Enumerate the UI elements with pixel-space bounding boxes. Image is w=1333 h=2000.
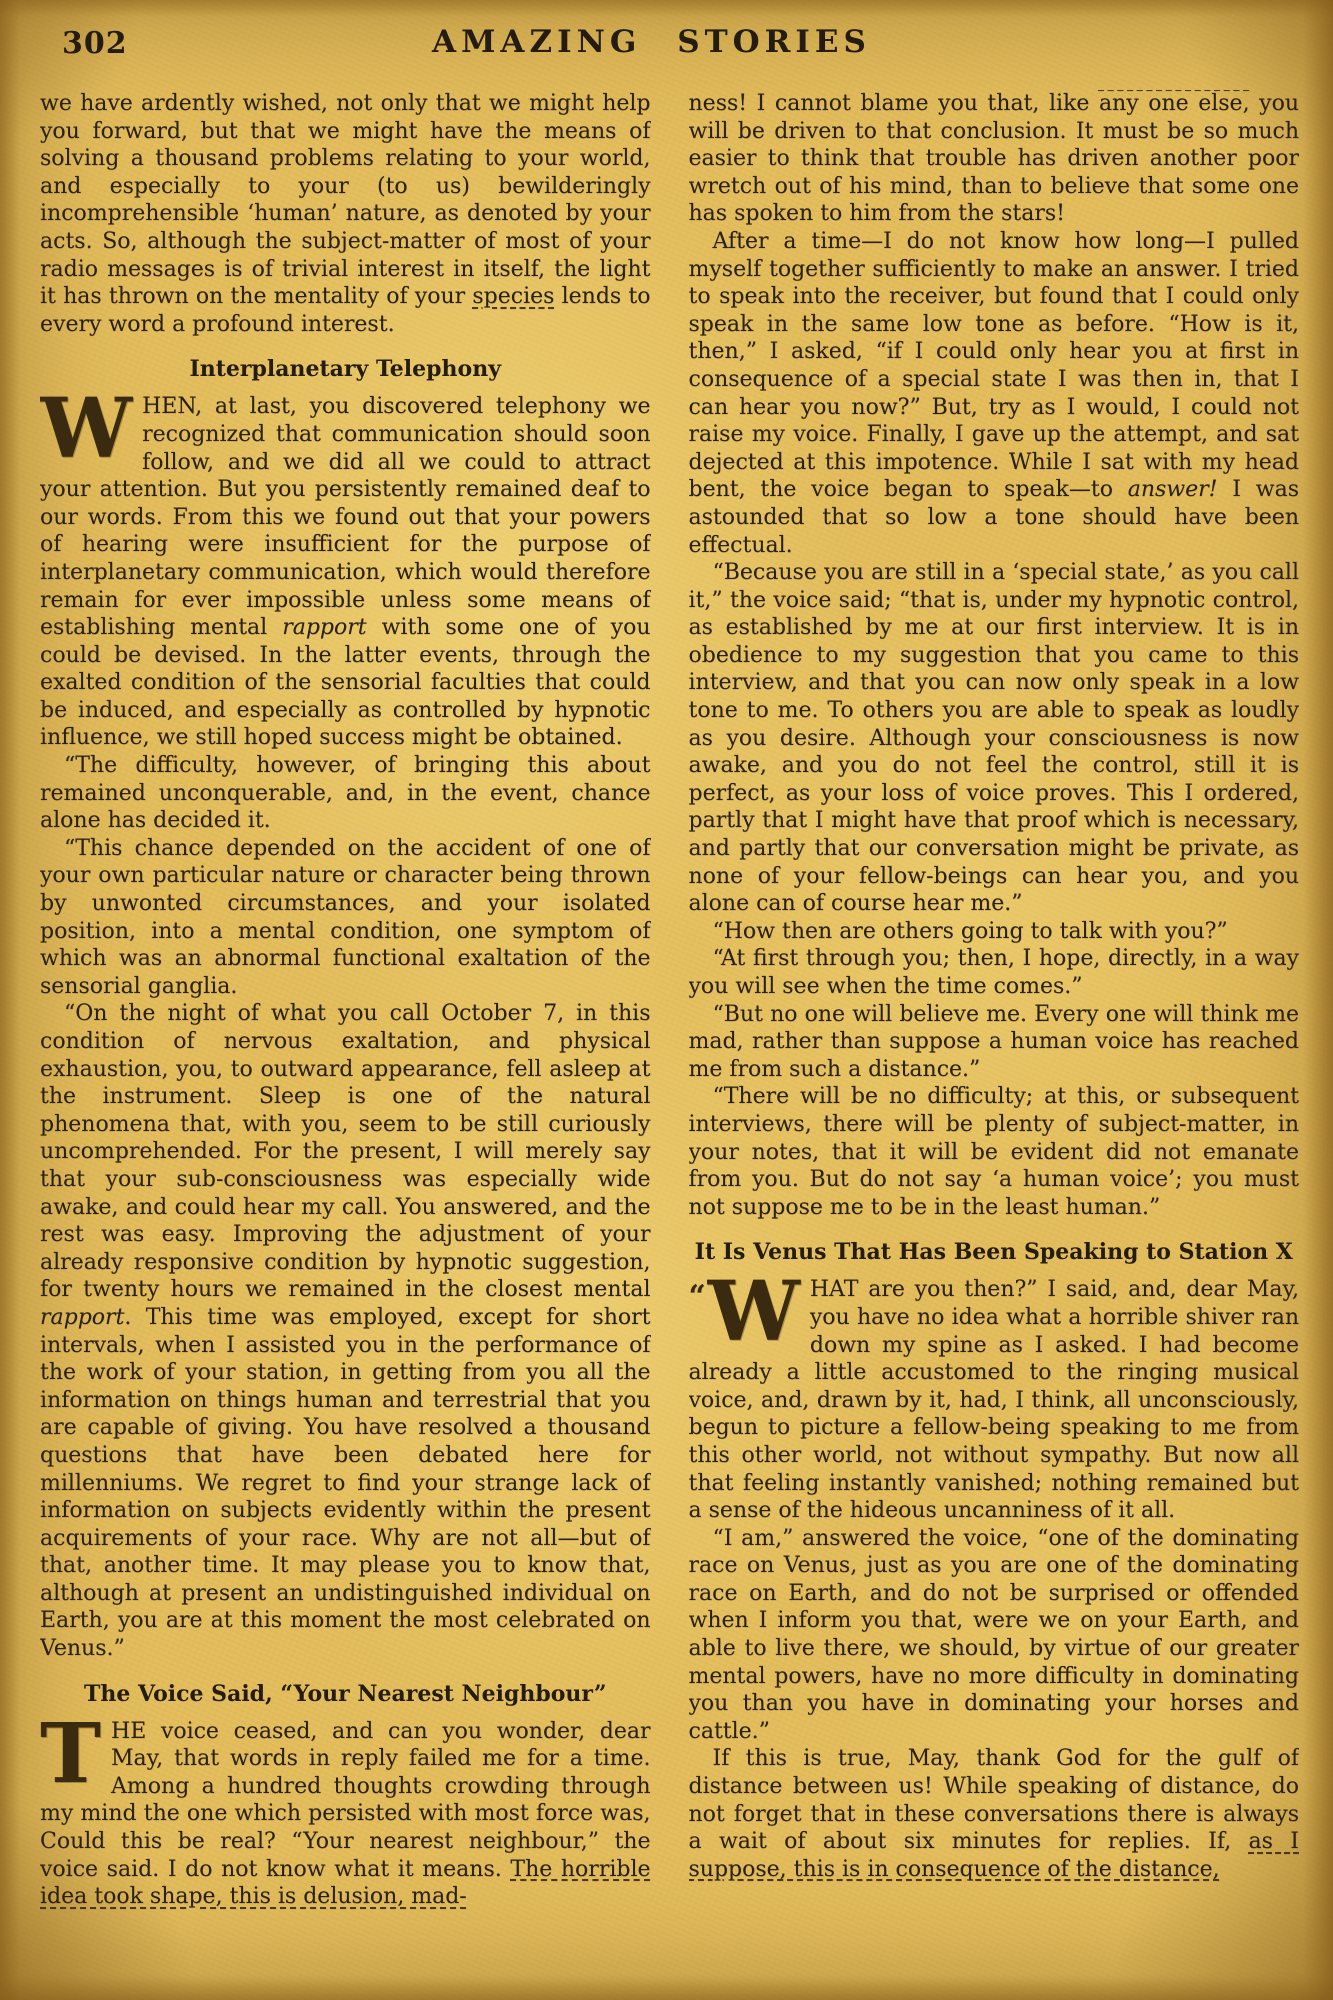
paragraph-no-one-believe: “But no one will believe me. Every one will think me mad, rather than suppose a human voice has reached me from such a distance.” [688, 1001, 1299, 1082]
column-left [40, 90, 651, 1980]
page-header [0, 0, 1333, 82]
paragraph-october-7 [40, 1000, 651, 1662]
dropcap-w: W [707, 1264, 800, 1361]
dropcap-w-with-quote [688, 1264, 810, 1361]
paragraph-dropcap-what-are-you [688, 1264, 1300, 1524]
page-number: 302 [62, 26, 128, 61]
text-run: lends to every word a profound interest. [40, 284, 651, 337]
text-run: HEN, at last, you discovered telephony we recognized that communication should soon follow, and we did all we could to attract your attention. But you persistently remained deaf to our words. From this we found out that your powers of hearing were insufficient for the purpose of interplanetary communication, which would therefore remain for ever impossible unless some means of establishing mental [40, 394, 651, 641]
underlined-phrase: The horrible idea took shape, this is delusion, mad- [40, 1856, 651, 1910]
italic-answer: answer! [1127, 477, 1218, 503]
paragraph-continued [40, 90, 651, 338]
text-run: ness! I cannot blame you that, like [688, 91, 1099, 116]
paragraph-how-then: “How then are others going to talk with you?” [712, 918, 1228, 944]
text-run: with some one of you could be devised. In the latter events, through the exalted condition of the sensorial faculties that could be induced, and especially as controlled by hypnotic influence, we still hoped success might be obtained. [40, 615, 651, 751]
paragraph-at-first: “At first through you; then, I hope, directly, in a way you will see when the time comes.” [688, 946, 1299, 999]
paragraph-dropcap-the-voice [40, 1705, 651, 1911]
text-run: you will be driven to that conclusion. It must be so much easier to think that trouble has driven another poor wretch out of his mind, than to believe that some one has spoken to him from the stars! [688, 91, 1299, 227]
paragraph-special-state: “Because you are still in a ‘special state,’ as you call it,” the voice said; “that is, under my hypnotic control, as established by me at our first interview. It is in obedience to my suggestion that you came to this interview, and that you can now only speak in a low tone to me. To others you are able to speak as loudly as you desire. Although your consciousness is now awake, and you do not feel the control, still it is perfect, as your loss of voice proves. This I ordered, partly that I might have that proof which is necessary, and partly that our conversation might be private, as none of your fellow-beings can hear you, and you alone can of course hear me.” [688, 560, 1299, 917]
paragraph-no-difficulty: “There will be no difficulty; at this, or subsequent interviews, there will be plenty of subject-matter, in your notes, that it will be evident did not emanate from you. But do not say ‘a human voice’; you must not suppose me to be in the least human.” [688, 1084, 1299, 1220]
dropcap-w: W [40, 381, 133, 478]
text-run: If this is true, May, thank God for the gulf of distance between us! While speaking of distance, do not forget that in these conversations there is always a wait of about six minutes for replies. If, [688, 1746, 1299, 1855]
italic-rapport: rapport [282, 615, 367, 641]
paragraph-dropcap-when [40, 381, 651, 752]
two-column-layout [0, 82, 1333, 1980]
italic-rapport: rapport [40, 1304, 125, 1330]
running-title: AMAZING STORIES [432, 24, 871, 60]
paragraph-continued [689, 90, 1300, 228]
dropcap-t: T [40, 1705, 102, 1802]
open-quote: “ [688, 1279, 706, 1315]
section-heading-nearest-neighbour: The Voice Said, “Your Nearest Neighbour” [84, 1680, 607, 1707]
column-right [689, 90, 1300, 1980]
paragraph-after-a-time [689, 228, 1300, 559]
text-run: After a time—I do not know how long—I pulled myself together sufficiently to make an answer. I tried to speak into the receiver, but found that I could only speak in the same low tone as before. “How is it, then,” I asked, “if I could only hear you at first in consequence of a special state I was then in, that I can hear you now?” But, try as I would, I could not raise my voice. Finally, I gave up the attempt, and sat dejected at this impotence. While I sat with my head bent, the voice began to speak—to [688, 228, 1299, 503]
paragraph-difficulty: “The difficulty, however, of bringing this about remained unconquerable, and, in the event, chance alone has decided it. [40, 753, 651, 834]
text-run: HAT are you then?” I said, and, dear May, you have no idea what a horrible shiver ran down my spine as I asked. I had become already a little accustomed to the ringing musical voice, and, drawn by it, had, I think, all unconsciously, begun to picture a fellow-being speaking to me from this other world, not without sympathy. But now all that feeling instantly vanished; nothing remained but a sense of the hideous uncanniness of it all. [688, 1277, 1299, 1524]
overlined-phrase: any one else, [1098, 91, 1250, 116]
paragraph-i-am-venus: “I am,” answered the voice, “one of the dominating race on Venus, just as you are one of the dominating race on Earth, and do not be surprised or offended when I inform you that, were we on your Earth, and able to live there, we should, by virtue of our greater mental powers, have no more difficulty in dominating you than you have in dominating your horses and cattle.” [688, 1525, 1299, 1744]
section-heading-interplanetary-telephony: Interplanetary Telephony [189, 356, 501, 383]
text-run: we have ardently wished, not only that we might help you forward, but that we might have the means of solving a thousand problems relating to your world, and especially to your (to us) bewilderingly incomprehensible ‘human’ nature, as denoted by your acts. So, although the subject-matter of most of your radio messages is of trivial interest in itself, the light it has thrown on the mentality of your [40, 91, 651, 310]
text-run: I was astounded that so low a tone should have been effectual. [688, 477, 1299, 558]
underlined-word: species [472, 284, 555, 310]
paragraph-chance: “This chance depended on the accident of one of your own particular nature or character being thrown by unwonted circumstances, and your isolated position, into a mental condition, one symptom of which was an abnormal functional exaltation of the sensorial ganglia. [40, 835, 651, 999]
section-heading-venus-station-x: It Is Venus That Has Been Speaking to Station X [694, 1239, 1293, 1266]
underlined-phrase: as I suppose, this is in consequence of the distance, [688, 1829, 1299, 1882]
paragraph-gulf-of-distance [689, 1745, 1300, 1883]
text-run: “On the night of what you call October 7, in this condition of nervous exaltation, and physical exhaustion, you, to outward appearance, fell asleep at the instrument. Sleep is one of the natural phenomena that, with you, seem to be still curiously uncomprehended. For the present, I will merely say that your sub-consciousness was especially wide awake, and could hear my call. You answered, and the rest was easy. Improving the adjustment of your already responsive condition by hypnotic suggestion, for twenty hours we remained in the closest mental [40, 1001, 651, 1303]
text-run: HE voice ceased, and can you wonder, dear May, that words in reply failed me for a time. Among a hundred thoughts crowding through my mind the one which persisted with most force was, Could this be real? “Your nearest neighbour,” the voice said. I do not know what it means. [40, 1718, 651, 1882]
text-run: . This time was employed, except for short intervals, when I assisted you in the performance of the work of your station, in getting from you all the information on things human and terrestrial that you are capable of giving. You have resolved a thousand questions that have been debated here for millenniums. We regret to find your strange lack of information on subjects evidently within the present acquirements of your race. Why are not all—but of that, another time. It may please you to know that, although at present an undistinguished individual on Earth, you are at this moment the most celebrated on Venus.” [40, 1304, 651, 1662]
